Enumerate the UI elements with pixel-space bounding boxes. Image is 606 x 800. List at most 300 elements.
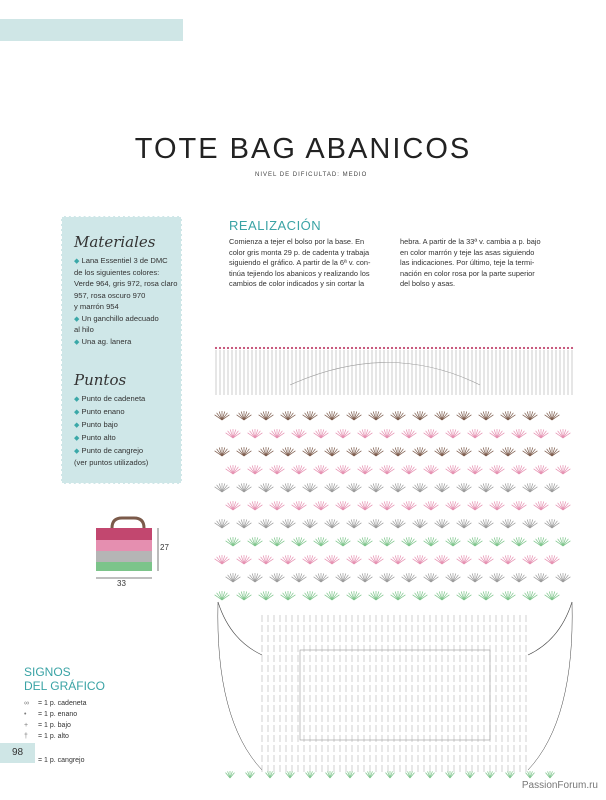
fan-stitch (497, 466, 500, 475)
fan-stitch (406, 574, 409, 583)
border-fan-stitch (550, 773, 555, 778)
fan-stitch (464, 484, 467, 493)
fan-stitch (398, 412, 401, 421)
fan-stitch (244, 449, 249, 456)
edge-stitch (563, 347, 565, 349)
fan-stitch (270, 469, 277, 474)
fan-stitch (270, 433, 277, 438)
edge-stitch (495, 347, 497, 349)
fan-stitch (464, 451, 471, 456)
fan-stitch (239, 557, 244, 564)
fan-stitch (332, 449, 337, 456)
edge-stitch (551, 347, 553, 349)
fan-stitch (244, 451, 251, 456)
fan-stitch (244, 412, 247, 421)
border-fan-stitch (450, 773, 455, 778)
fan-stitch (376, 413, 381, 420)
chart-marks (215, 347, 574, 778)
fan-stitch (530, 520, 533, 529)
fan-stitch (321, 433, 328, 438)
fan-stitch (343, 469, 350, 474)
border-fan-stitch (288, 771, 290, 778)
materials-item: al hilo (74, 325, 94, 334)
fan-stitch (261, 413, 266, 420)
stitches-heading: Puntos (74, 371, 127, 389)
edge-stitch (547, 347, 549, 349)
fan-stitch (437, 593, 442, 600)
fan-stitch (501, 415, 508, 420)
legend-item-cadeneta: ∞ = 1 p. cadeneta (24, 700, 87, 707)
fan-stitch (307, 412, 310, 421)
fan-stitch (475, 467, 480, 474)
fan-stitch (340, 430, 343, 439)
fan-stitch (552, 487, 559, 492)
fan-stitch (222, 412, 225, 421)
fan-stitch (281, 559, 288, 564)
border-fan-stitch (368, 771, 370, 778)
fan-stitch (244, 523, 251, 528)
fan-stitch (519, 575, 524, 582)
fan-stitch (255, 505, 262, 510)
fan-stitch (563, 503, 568, 510)
base-side-right (528, 602, 572, 770)
fan-stitch (362, 574, 365, 583)
fan-stitch (413, 559, 420, 564)
fan-stitch (283, 593, 288, 600)
fan-stitch (296, 430, 299, 439)
fan-stitch (292, 577, 299, 582)
fan-stitch (288, 448, 291, 457)
fan-stitch (310, 484, 313, 493)
fan-stitch (534, 541, 541, 546)
fan-stitch (259, 451, 266, 456)
edge-stitch (543, 347, 545, 349)
fan-stitch (283, 413, 288, 420)
fan-stitch (255, 503, 260, 510)
fan-stitch (541, 466, 544, 475)
fan-stitch (558, 539, 563, 546)
fan-stitch (369, 559, 376, 564)
fan-stitch (310, 595, 317, 600)
edge-stitch (275, 347, 277, 349)
fan-stitch (255, 433, 262, 438)
fan-stitch (534, 433, 541, 438)
fan-stitch (391, 487, 398, 492)
fan-stitch (415, 485, 420, 492)
fan-stitch (523, 559, 530, 564)
edge-stitch (423, 347, 425, 349)
fan-stitch (299, 467, 304, 474)
fan-stitch (244, 485, 249, 492)
fan-stitch (307, 448, 310, 457)
fan-stitch (310, 487, 317, 492)
fan-stitch (332, 556, 335, 565)
fan-stitch (299, 469, 306, 474)
fan-stitch (398, 556, 401, 565)
fan-stitch (384, 538, 387, 547)
edge-stitch (467, 347, 469, 349)
border-fan-stitch (510, 771, 512, 778)
fan-stitch (266, 592, 269, 601)
fan-stitch (266, 451, 273, 456)
fan-stitch (391, 415, 398, 420)
fan-stitch (431, 503, 436, 510)
edge-stitch (455, 347, 457, 349)
fan-stitch (530, 595, 537, 600)
fan-stitch (530, 484, 533, 493)
fan-stitch (479, 559, 486, 564)
fan-stitch (530, 521, 535, 528)
fan-stitch (347, 415, 354, 420)
fan-stitch (266, 593, 271, 600)
fan-stitch (299, 539, 304, 546)
fan-stitch (343, 577, 350, 582)
fan-stitch (233, 433, 240, 438)
fan-stitch (222, 559, 229, 564)
edge-stitch (311, 347, 313, 349)
fan-stitch (494, 430, 497, 439)
fan-stitch (277, 466, 280, 475)
edge-stitch (487, 347, 489, 349)
fan-stitch (332, 593, 337, 600)
fan-stitch (549, 484, 552, 493)
border-fan-stitch (330, 773, 335, 778)
fan-stitch (475, 539, 480, 546)
fan-stitch (549, 448, 552, 457)
fan-stitch (244, 593, 249, 600)
fan-stitch (365, 538, 368, 547)
fan-stitch (349, 557, 354, 564)
fan-stitch (259, 595, 266, 600)
fan-stitch (266, 448, 269, 457)
fan-stitch (310, 412, 313, 421)
fan-stitch (563, 433, 570, 438)
fan-stitch (321, 505, 328, 510)
edge-stitch (559, 347, 561, 349)
fan-stitch (512, 433, 519, 438)
fan-stitch (453, 431, 458, 438)
fan-stitch (547, 485, 552, 492)
fan-stitch (453, 538, 456, 547)
fan-stitch (277, 575, 282, 582)
border-fan-stitch (486, 773, 491, 778)
border-fan-stitch (410, 771, 412, 778)
fan-stitch (431, 502, 434, 511)
fan-stitch (442, 523, 449, 528)
fan-stitch (519, 503, 524, 510)
fan-stitch (305, 593, 310, 600)
fan-stitch (508, 521, 513, 528)
fan-stitch (530, 413, 535, 420)
border-fan-stitch (510, 773, 515, 778)
fan-stitch (503, 449, 508, 456)
fan-stitch (272, 503, 277, 510)
fan-stitch (404, 467, 409, 474)
fan-stitch (503, 413, 508, 420)
materials-item: ◆ Un ganchillo adecuado (74, 313, 159, 323)
fan-stitch (226, 505, 233, 510)
fan-stitch (552, 449, 557, 456)
fan-stitch (514, 539, 519, 546)
fan-stitch (222, 523, 229, 528)
fan-stitch (552, 520, 555, 529)
fan-stitch (552, 415, 559, 420)
fan-stitch (215, 595, 222, 600)
border-fan-stitch (490, 771, 492, 778)
fan-stitch (222, 487, 229, 492)
fan-stitch (519, 505, 526, 510)
fan-stitch (442, 520, 445, 529)
fan-stitch (387, 467, 392, 474)
fan-stitch (404, 431, 409, 438)
fan-stitch (281, 415, 288, 420)
fan-stitch (508, 412, 511, 421)
fan-stitch (519, 469, 526, 474)
fan-stitch (358, 433, 365, 438)
fan-stitch (391, 523, 398, 528)
bullet-icon: ◆ (74, 258, 80, 265)
fan-stitch (525, 521, 530, 528)
fan-stitch (402, 577, 409, 582)
fan-stitch (354, 485, 359, 492)
fan-stitch (277, 503, 282, 510)
fan-stitch (415, 557, 420, 564)
fan-stitch (226, 469, 233, 474)
fan-stitch (431, 541, 438, 546)
fan-stitch (538, 574, 541, 583)
fan-stitch (420, 592, 423, 601)
edge-stitch (307, 347, 309, 349)
fan-stitch (336, 577, 343, 582)
fan-stitch (501, 523, 508, 528)
fan-stitch (299, 466, 302, 475)
fan-stitch (343, 538, 346, 547)
fan-stitch (288, 556, 291, 565)
fan-stitch (552, 557, 557, 564)
fan-stitch (299, 538, 302, 547)
border-fan-stitch (370, 773, 375, 778)
fan-stitch (347, 595, 354, 600)
fan-stitch (541, 503, 546, 510)
fan-stitch (310, 415, 317, 420)
fan-stitch (391, 559, 398, 564)
fan-stitch (552, 485, 557, 492)
edge-stitch (491, 347, 493, 349)
fan-stitch (453, 505, 460, 510)
fan-stitch (431, 430, 434, 439)
fan-stitch (409, 469, 416, 474)
fan-stitch (402, 433, 409, 438)
fan-stitch (563, 539, 568, 546)
fan-stitch (486, 449, 491, 456)
fan-stitch (354, 487, 361, 492)
fan-stitch (272, 431, 277, 438)
fan-stitch (233, 538, 236, 547)
fan-stitch (316, 431, 321, 438)
fan-stitch (558, 467, 563, 474)
fan-stitch (239, 413, 244, 420)
edge-stitch (511, 347, 513, 349)
fan-stitch (442, 557, 447, 564)
fan-stitch (277, 433, 284, 438)
fan-stitch (486, 557, 491, 564)
fan-stitch (545, 451, 552, 456)
fan-stitch (453, 502, 456, 511)
edge-stitch (515, 347, 517, 349)
fan-stitch (519, 538, 522, 547)
fan-stitch (541, 575, 546, 582)
fan-stitch (266, 523, 273, 528)
fan-stitch (307, 484, 310, 493)
fan-stitch (266, 412, 269, 421)
fan-stitch (472, 502, 475, 511)
fan-stitch (530, 523, 537, 528)
fan-stitch (336, 433, 343, 438)
edge-stitch (567, 347, 569, 349)
fan-stitch (263, 520, 266, 529)
fan-stitch (417, 412, 420, 421)
fan-stitch (470, 503, 475, 510)
fan-stitch (547, 449, 552, 456)
fan-stitch (398, 559, 405, 564)
fan-stitch (468, 577, 475, 582)
fan-stitch (453, 577, 460, 582)
fan-stitch (519, 433, 526, 438)
fan-stitch (248, 469, 255, 474)
fan-stitch (547, 557, 552, 564)
bag-band-pink (96, 540, 152, 551)
fan-stitch (519, 539, 524, 546)
fan-stitch (486, 487, 493, 492)
fan-stitch (261, 449, 266, 456)
edge-stitch (411, 347, 413, 349)
stitch-item: ◆ Punto alto (74, 433, 116, 442)
fan-stitch (226, 541, 233, 546)
edge-stitch (283, 347, 285, 349)
fan-stitch (560, 502, 563, 511)
edge-stitch (431, 347, 433, 349)
fan-stitch (505, 484, 508, 493)
fan-stitch (272, 539, 277, 546)
border-fan-stitch (270, 771, 272, 778)
fan-stitch (530, 449, 535, 456)
border-fan-stitch (548, 771, 550, 778)
fan-stitch (536, 467, 541, 474)
fan-stitch (545, 595, 552, 600)
fan-stitch (354, 593, 359, 600)
border-fan-stitch (250, 771, 252, 778)
fan-stitch (512, 505, 519, 510)
bag-band-grey (96, 551, 152, 562)
fan-stitch (435, 595, 442, 600)
fan-stitch (494, 466, 497, 475)
border-fan-stitch (226, 773, 231, 778)
fan-stitch (310, 448, 313, 457)
fan-stitch (420, 487, 427, 492)
fan-stitch (395, 484, 398, 493)
fan-stitch (442, 448, 445, 457)
fan-stitch (519, 430, 522, 439)
fan-stitch (387, 577, 394, 582)
fan-stitch (351, 520, 354, 529)
fan-stitch (325, 415, 332, 420)
fan-stitch (431, 575, 436, 582)
fan-stitch (448, 539, 453, 546)
fan-stitch (217, 557, 222, 564)
fan-stitch (343, 431, 348, 438)
edge-stitch (223, 347, 225, 349)
fan-stitch (292, 541, 299, 546)
fan-stitch (505, 412, 508, 421)
fan-stitch (228, 539, 233, 546)
fan-stitch (457, 559, 464, 564)
edge-stitch (403, 347, 405, 349)
fan-stitch (244, 521, 249, 528)
fan-stitch (486, 592, 489, 601)
fan-stitch (299, 541, 306, 546)
fan-stitch (266, 559, 273, 564)
fan-stitch (545, 523, 552, 528)
fan-stitch (387, 502, 390, 511)
fan-stitch (398, 593, 403, 600)
fan-stitch (530, 557, 535, 564)
fan-stitch (376, 487, 383, 492)
fan-stitch (222, 415, 229, 420)
fan-stitch (503, 593, 508, 600)
fan-stitch (393, 593, 398, 600)
fan-stitch (457, 595, 464, 600)
fan-stitch (351, 448, 354, 457)
fan-stitch (387, 433, 394, 438)
fan-stitch (244, 484, 247, 493)
fan-stitch (446, 577, 453, 582)
fan-stitch (288, 412, 291, 421)
fan-stitch (417, 484, 420, 493)
edge-stitch (239, 347, 241, 349)
fan-stitch (244, 448, 247, 457)
fan-stitch (406, 430, 409, 439)
fan-stitch (398, 520, 401, 529)
fan-stitch (354, 595, 361, 600)
fan-stitch (530, 415, 537, 420)
border-fan-stitch (390, 771, 392, 778)
fan-stitch (402, 469, 409, 474)
fan-stitch (241, 412, 244, 421)
fan-stitch (321, 541, 328, 546)
fan-stitch (536, 539, 541, 546)
fan-stitch (244, 487, 251, 492)
fan-stitch (563, 466, 566, 475)
fan-stitch (552, 592, 555, 601)
fan-stitch (329, 448, 332, 457)
edge-stitch (227, 347, 229, 349)
fan-stitch (552, 521, 557, 528)
fan-stitch (464, 592, 467, 601)
bag-drawing (96, 518, 158, 578)
edge-stitch (347, 347, 349, 349)
fan-stitch (215, 451, 222, 456)
edge-stitch (323, 347, 325, 349)
fan-stitch (541, 538, 544, 547)
fan-stitch (475, 505, 482, 510)
fan-stitch (420, 556, 423, 565)
fan-stitch (288, 484, 291, 493)
fan-stitch (530, 556, 533, 565)
fan-stitch (228, 575, 233, 582)
fan-stitch (431, 538, 434, 547)
fan-stitch (277, 431, 282, 438)
fan-stitch (233, 466, 236, 475)
